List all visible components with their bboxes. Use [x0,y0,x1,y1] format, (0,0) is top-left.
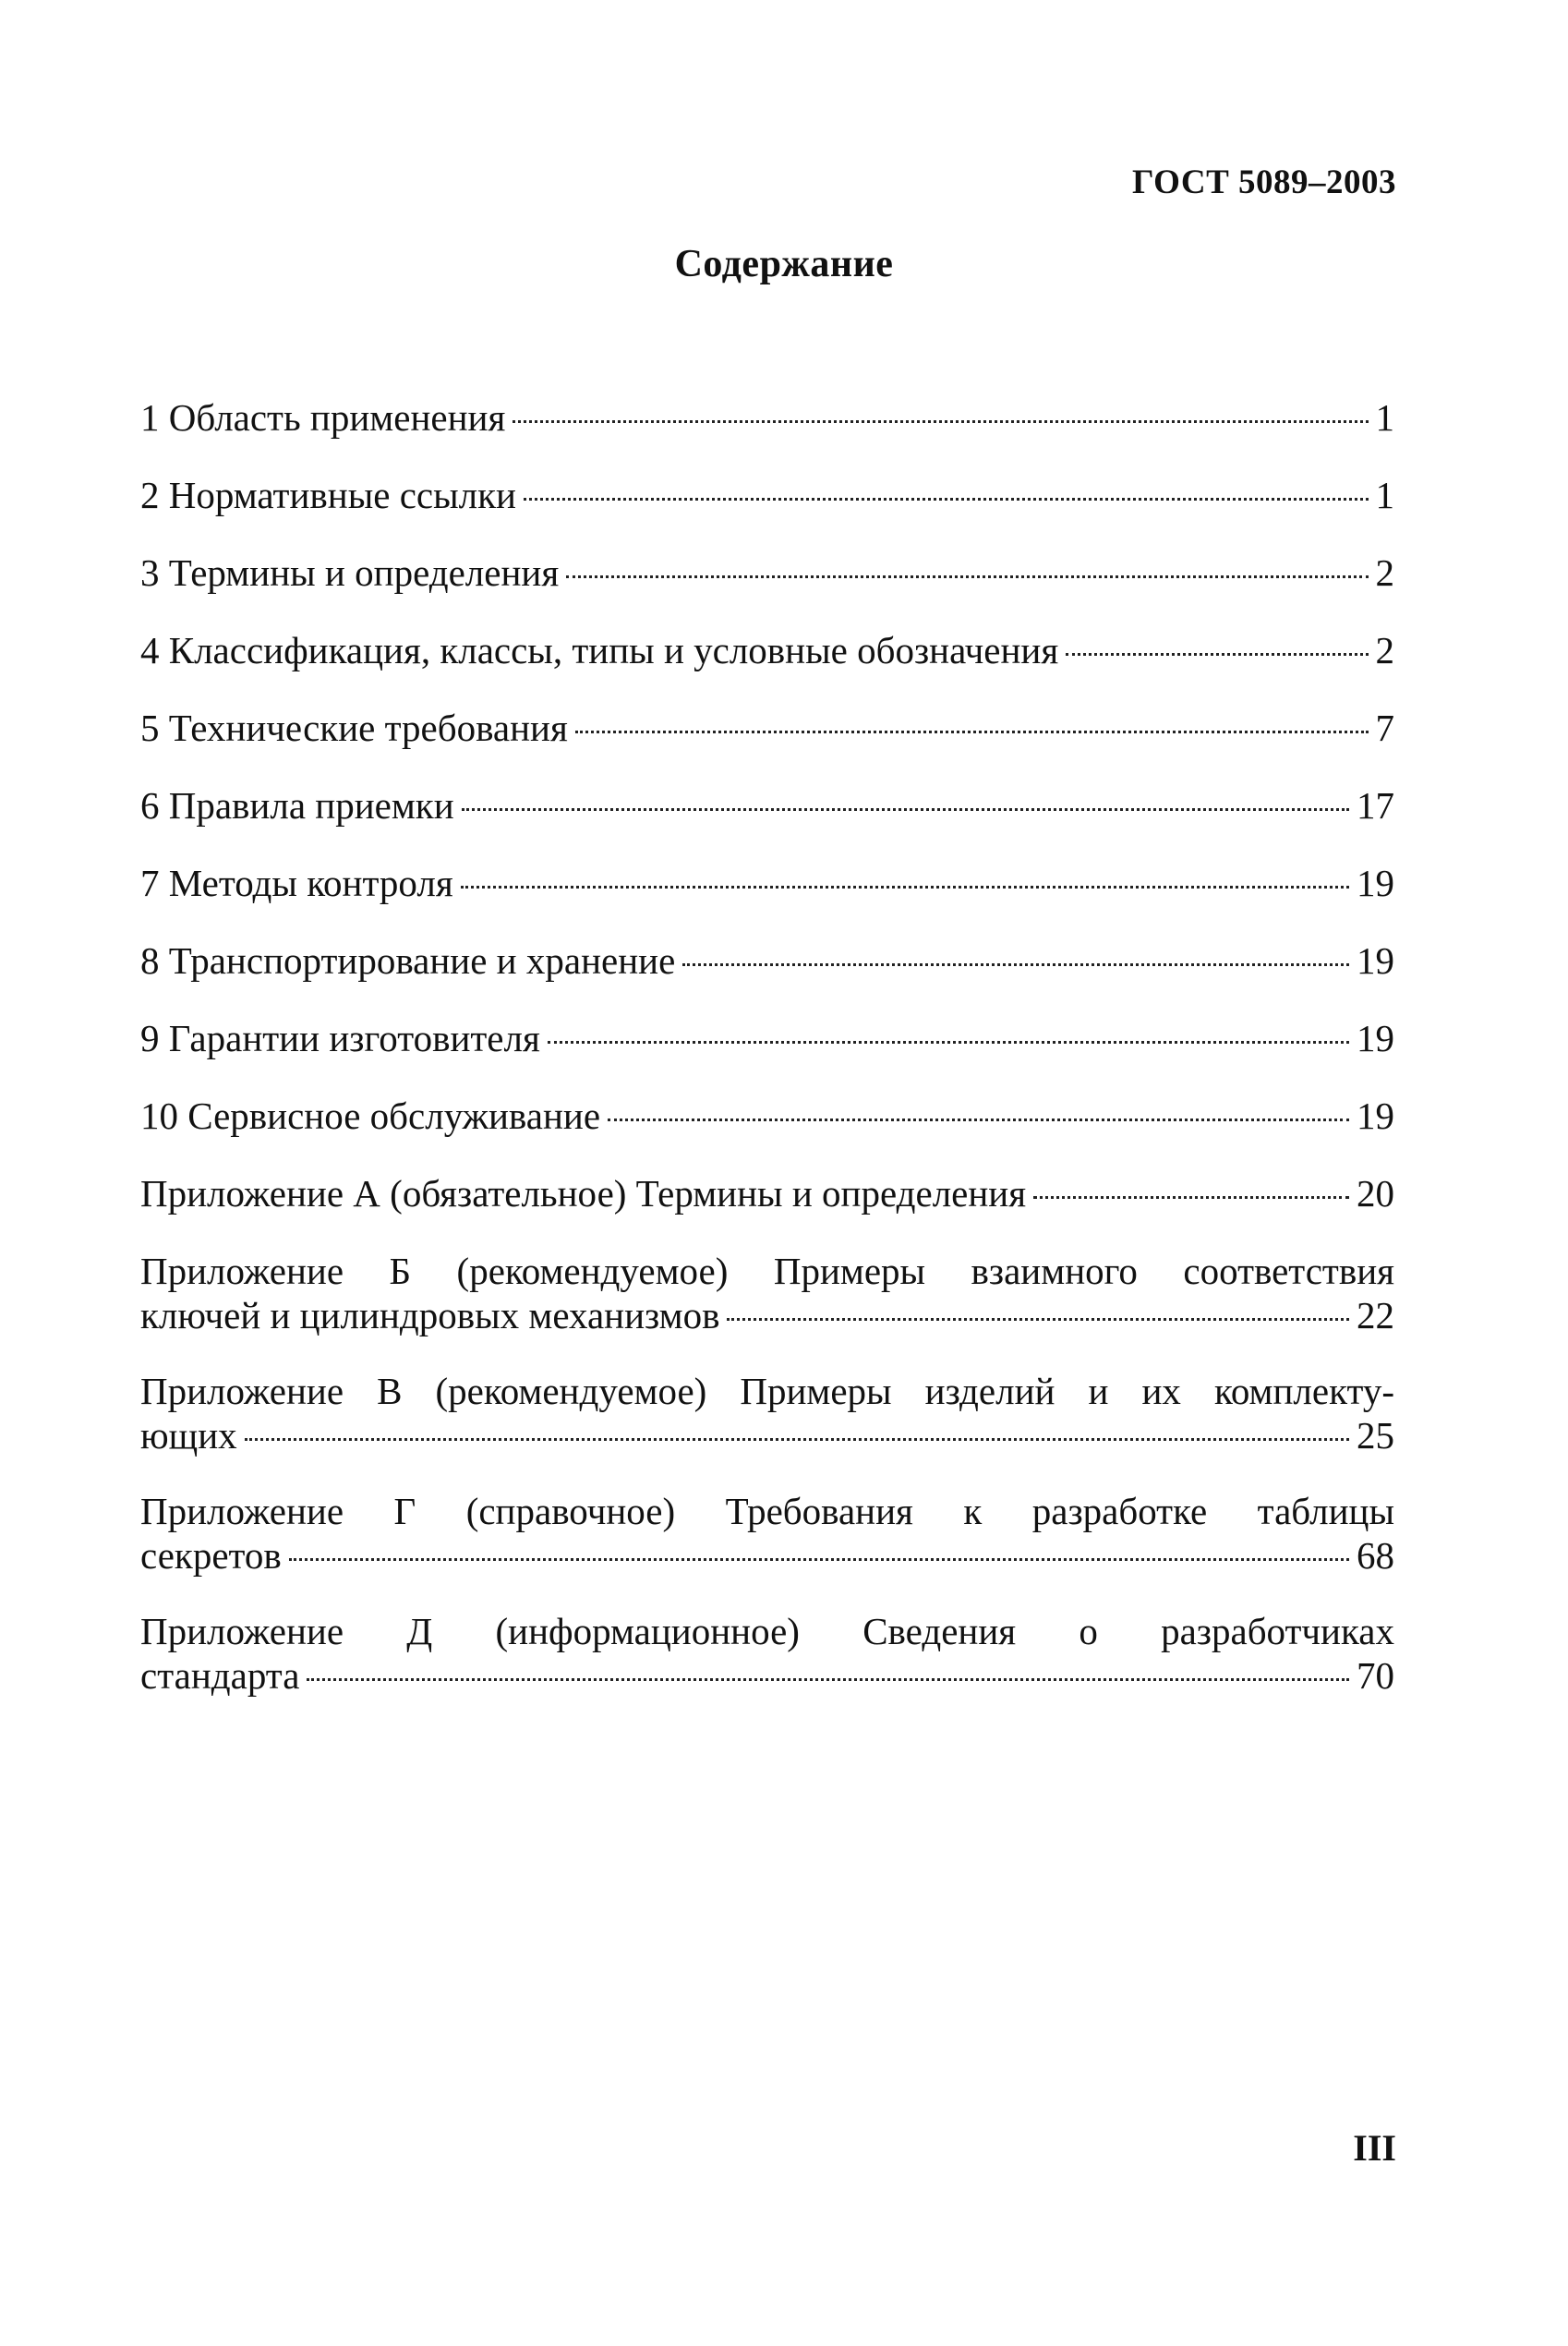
toc-entry-title: 6 Правила приемки [140,784,454,827]
toc-entry-page: 2 [1375,551,1394,594]
toc-entry-page: 1 [1375,396,1394,439]
toc-entry-page: 70 [1357,1654,1394,1697]
toc-entry[interactable] [140,1094,1394,1138]
toc-entry[interactable] [140,1016,1394,1060]
toc-entry[interactable] [140,783,1394,828]
toc-entry-title-line2: ключей и цилиндровых механизмов [140,1294,720,1336]
dot-leader [548,1041,1349,1044]
toc-entry[interactable] [140,473,1394,517]
toc-entry-page: 25 [1357,1414,1394,1457]
toc-entry-title: 5 Технические требования [140,707,568,749]
toc-entry-title: Приложение А (обязательное) Термины и определения [140,1172,1027,1215]
toc-entry-page: 19 [1357,1094,1394,1137]
dot-leader [461,886,1349,889]
toc-entry[interactable] [140,1489,1394,1578]
dot-leader [289,1558,1349,1561]
toc-entry-page: 2 [1375,629,1394,671]
toc-entry[interactable] [140,628,1394,672]
toc-entry-title: 3 Термины и определения [140,551,560,594]
toc-entry-title: 1 Область применения [140,396,506,439]
toc-entry-page: 22 [1357,1294,1394,1336]
dot-leader [1033,1196,1349,1199]
toc-entry[interactable] [140,861,1394,905]
document-code: ГОСТ 5089–2003 [1132,163,1396,201]
toc-title: Содержание [674,243,894,285]
dot-leader [524,498,1369,501]
toc-entry-title: 7 Методы контроля [140,862,453,904]
toc-entry-page: 68 [1357,1534,1394,1577]
dot-leader [513,420,1368,423]
dot-leader [566,575,1368,578]
toc-entry-page: 19 [1357,939,1394,982]
toc-entry-title: 10 Сервисное обслуживание [140,1094,601,1137]
toc-entry[interactable] [140,1171,1394,1215]
dot-leader [608,1119,1349,1121]
toc-entry-page: 19 [1357,1017,1394,1059]
dot-leader [575,731,1369,733]
toc-entry[interactable] [140,938,1394,983]
toc-entry-title-line1: Приложение Д (информационное) Сведения о разработчиках [140,1610,1394,1652]
dot-leader [462,808,1349,811]
toc-entry[interactable] [140,706,1394,750]
toc-entry-title-line2: секретов [140,1534,282,1577]
toc-entry-title-line2: стандарта [140,1654,300,1697]
toc-entry[interactable] [140,1609,1394,1698]
toc-entry-title: 8 Транспортирование и хранение [140,939,676,982]
toc-entry-page: 7 [1375,707,1394,749]
toc-entry-page: 17 [1357,784,1394,827]
toc-entry-title-line1: Приложение Г (справочное) Требования к разработке таблицы [140,1490,1394,1532]
toc-entry-page: 19 [1357,862,1394,904]
toc-entry-title-line1: Приложение В (рекомендуемое) Примеры изделий и их комплекту- [140,1370,1394,1412]
toc-entry-title: 4 Классификация, классы, типы и условные обозначения [140,629,1059,671]
toc-entry-title: 2 Нормативные ссылки [140,474,516,516]
dot-leader [727,1318,1349,1321]
toc-entry-page: 20 [1357,1172,1394,1215]
toc-entry-title: 9 Гарантии изготовителя [140,1017,540,1059]
dot-leader [1066,653,1368,656]
toc-entry[interactable] [140,395,1394,440]
dot-leader [682,963,1349,966]
dot-leader [245,1438,1349,1441]
dot-leader [307,1678,1349,1681]
toc-entry-page: 1 [1375,474,1394,516]
toc-entry-title-line1: Приложение Б (рекомендуемое) Примеры взаимного соответствия [140,1250,1394,1292]
toc-entry-title-line2: ющих [140,1414,237,1457]
toc-entry[interactable] [140,1249,1394,1337]
table-of-contents [140,395,1394,1729]
page-folio: III [1353,2127,1396,2169]
toc-entry[interactable] [140,550,1394,595]
toc-entry[interactable] [140,1369,1394,1457]
